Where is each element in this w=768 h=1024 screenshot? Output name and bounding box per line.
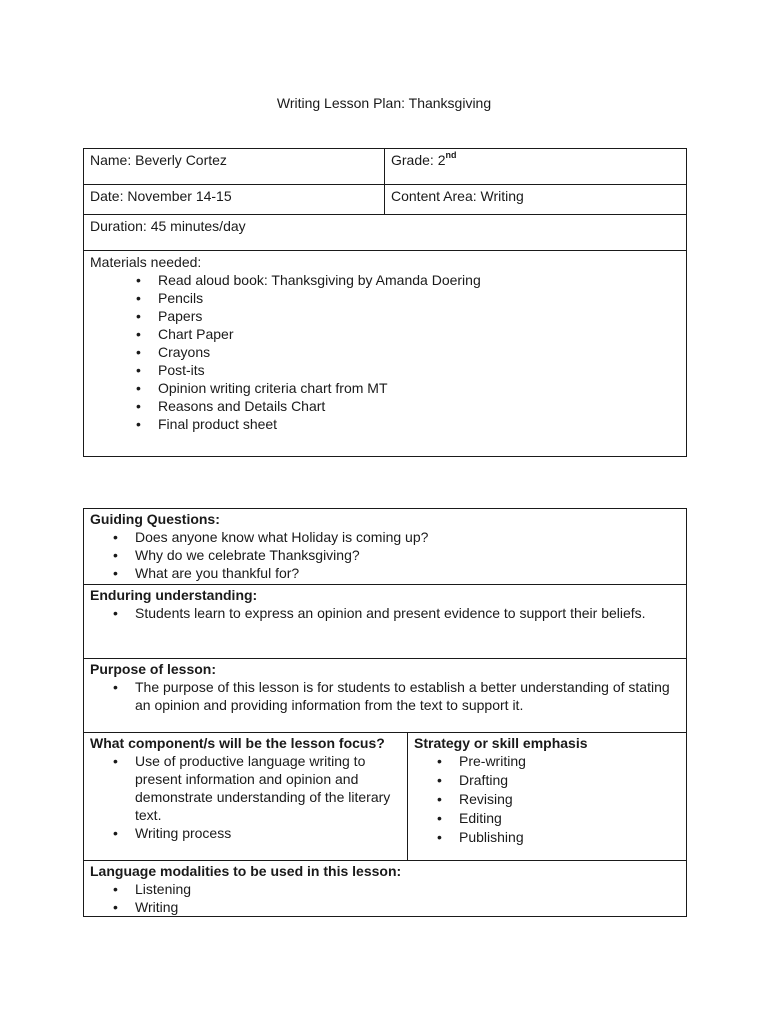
lesson-info-table [83, 148, 686, 457]
lesson-focus-item: • Writing process [90, 824, 401, 842]
grade-superscript: nd [445, 150, 457, 161]
guiding-questions-cell [84, 509, 687, 585]
materials-list [90, 271, 680, 433]
strategy-item: • Publishing [414, 828, 680, 847]
materials-item: • Final product sheet [90, 415, 680, 433]
purpose-list [90, 678, 680, 714]
materials-label: Materials needed: [90, 254, 202, 270]
strategy-label: Strategy or skill emphasis [414, 735, 588, 751]
purpose-item: • The purpose of this lesson is for students to establish a better understanding of stating an opinion and providing information from the text to support it. [90, 678, 680, 714]
lesson-focus-label: What component/s will be the lesson focus? [90, 735, 385, 751]
enduring-understanding-cell [84, 585, 687, 659]
duration-cell [84, 215, 687, 251]
document-title: Writing Lesson Plan: Thanksgiving [276, 95, 492, 111]
materials-item: • Reasons and Details Chart [90, 397, 680, 415]
materials-cell [84, 251, 687, 457]
materials-item: • Papers [90, 307, 680, 325]
materials-item: • Opinion writing criteria chart from MT [90, 379, 680, 397]
strategy-item: • Pre-writing [414, 752, 680, 771]
teacher-name: Name: Beverly Cortez [90, 152, 227, 168]
guiding-questions-label: Guiding Questions: [90, 511, 220, 527]
enduring-understanding-item: • Students learn to express an opinion and present evidence to support their beliefs. [90, 604, 680, 622]
materials-item: • Post-its [90, 361, 680, 379]
strategy-list [414, 752, 680, 847]
lesson-plan-table [83, 508, 686, 917]
grade-cell [385, 149, 687, 185]
content-area: Content Area: Writing [391, 188, 524, 204]
materials-item: • Read aloud book: Thanksgiving by Amanda Doering [90, 271, 680, 289]
materials-item: • Crayons [90, 343, 680, 361]
name-cell [84, 149, 385, 185]
lesson-duration: Duration: 45 minutes/day [90, 218, 246, 234]
date-cell [84, 185, 385, 215]
guiding-questions-list [90, 528, 680, 582]
lesson-date: Date: November 14-15 [90, 188, 232, 204]
guiding-question: • What are you thankful for? [90, 564, 680, 582]
strategy-cell [408, 733, 687, 861]
content-area-cell [385, 185, 687, 215]
language-modality: • Listening [90, 880, 680, 898]
strategy-item: • Drafting [414, 771, 680, 790]
purpose-cell [84, 659, 687, 733]
grade-label: Grade: 2 [391, 152, 446, 168]
strategy-item: • Editing [414, 809, 680, 828]
lesson-focus-item: • Use of productive language writing to present information and opinion and demonstrate understanding of the literary text. [90, 752, 401, 824]
guiding-question: • Why do we celebrate Thanksgiving? [90, 546, 680, 564]
language-modalities-label: Language modalities to be used in this lesson: [90, 863, 402, 879]
language-modality: • Writing [90, 898, 680, 916]
guiding-question: • Does anyone know what Holiday is coming up? [90, 528, 680, 546]
materials-item: • Chart Paper [90, 325, 680, 343]
lesson-focus-list [90, 752, 401, 842]
language-modalities-list [90, 880, 680, 916]
materials-item: • Pencils [90, 289, 680, 307]
lesson-focus-cell [84, 733, 408, 861]
language-modalities-cell [84, 861, 687, 917]
enduring-understanding-label: Enduring understanding: [90, 587, 258, 603]
purpose-label: Purpose of lesson: [90, 661, 217, 677]
strategy-item: • Revising [414, 790, 680, 809]
enduring-understanding-list [90, 604, 680, 622]
